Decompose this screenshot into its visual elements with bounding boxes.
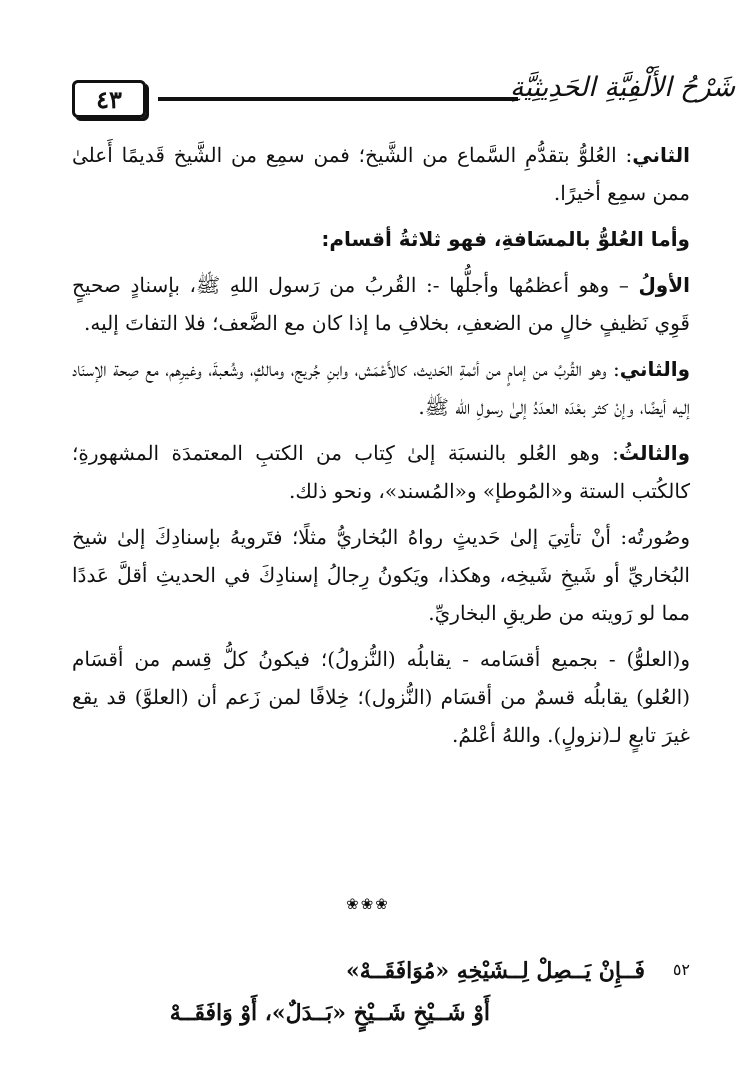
section-heading: وأما العُلوُّ بالمسَافةِ، فهو ثلاثةُ أقسام: [321, 227, 690, 251]
header-rule [158, 97, 518, 101]
running-title: شَرْحُ الأَلْفِيَّةِ الحَدِيثِيَّةِ [510, 72, 736, 103]
verse-text: أَوْ شَــيْخِ شَــيْخٍ «بَــدَلٌ»، أَوْ وَافَقَــهْ [169, 1000, 490, 1026]
verse-text: فَــإِنْ يَــصِلْ لِــشَيْخِهِ «مُوَافَقَــهْ» [346, 958, 645, 984]
body-text [72, 136, 690, 762]
paragraph: وصُورتُه: أنْ تأتِيَ إلىٰ حَديثٍ رواهُ البُخاريُّ مثلًا؛ فتَرويهُ بإسنادِكَ إلىٰ شيخ البُخاريِّ أو شَيخِ شَيخِه، وهكذا، ويَكونُ رِجالُ إسنادِكَ في الحديثِ أقلَّ عَددًا مما لو رَويته من طريقِ البخاريِّ. [72, 525, 690, 625]
paragraph: الأولُ – وهو أعظمُها وأجلُّها -: القُربُ من رَسول اللهِ ﷺ، بإسنادٍ صحيحٍ قَوِي نَظيفٍ خالٍ من الضعفِ، بخلافِ ما إذا كان مع الضَّعف؛ فلا التفاتَ إليه. [72, 273, 690, 335]
page-number: ٤٣ [72, 80, 146, 118]
paragraph: الثاني: العُلوُّ بتقدُّمِ السَّماع من الشَّيخ؛ فمن سمِع من الشَّيخ قَديمًا أَعلىٰ ممن سمِع أخيرًا. [72, 143, 690, 205]
paragraph: والثاني: وهو القُربُ من إمامٍ من أئمةِ الحَديث، كالأَعْمَش، وابنِ جُريج، ومالكٍ، وشُعبةَ، وغيرِهم، مع صِحة الإسنَاد إليه أيضًا، وإنْ كثر بعْدَه العدَدُ إلىٰ رسولِ الله ﷺ. [72, 357, 690, 419]
verse-number: ٥٢ [672, 960, 690, 979]
section-separator: ❀❀❀ [346, 895, 390, 913]
paragraph: و(العلوُّ) - بجميع أقسَامه - يقابلُه (النُّزولُ)؛ فيكونُ كلُّ قِسم من أقسَام (العُلو) يقابلُه قسمٌ من أقسَام (النُّزول)؛ خِلافًا لمن زَعم أن (العلوَّ) قد يقع غيرَ تابعٍ لـ(نزولٍ). واللهُ أعْلمُ. [72, 647, 690, 747]
page-header [72, 72, 736, 124]
paragraph: والثالثُ: وهو العُلو بالنسبَة إلىٰ كِتاب من الكتبِ المعتمدَة المشهورةِ؛ كالكُتب الستة و«المُوطإ» و«المُسند»، ونحو ذلك. [72, 441, 690, 503]
